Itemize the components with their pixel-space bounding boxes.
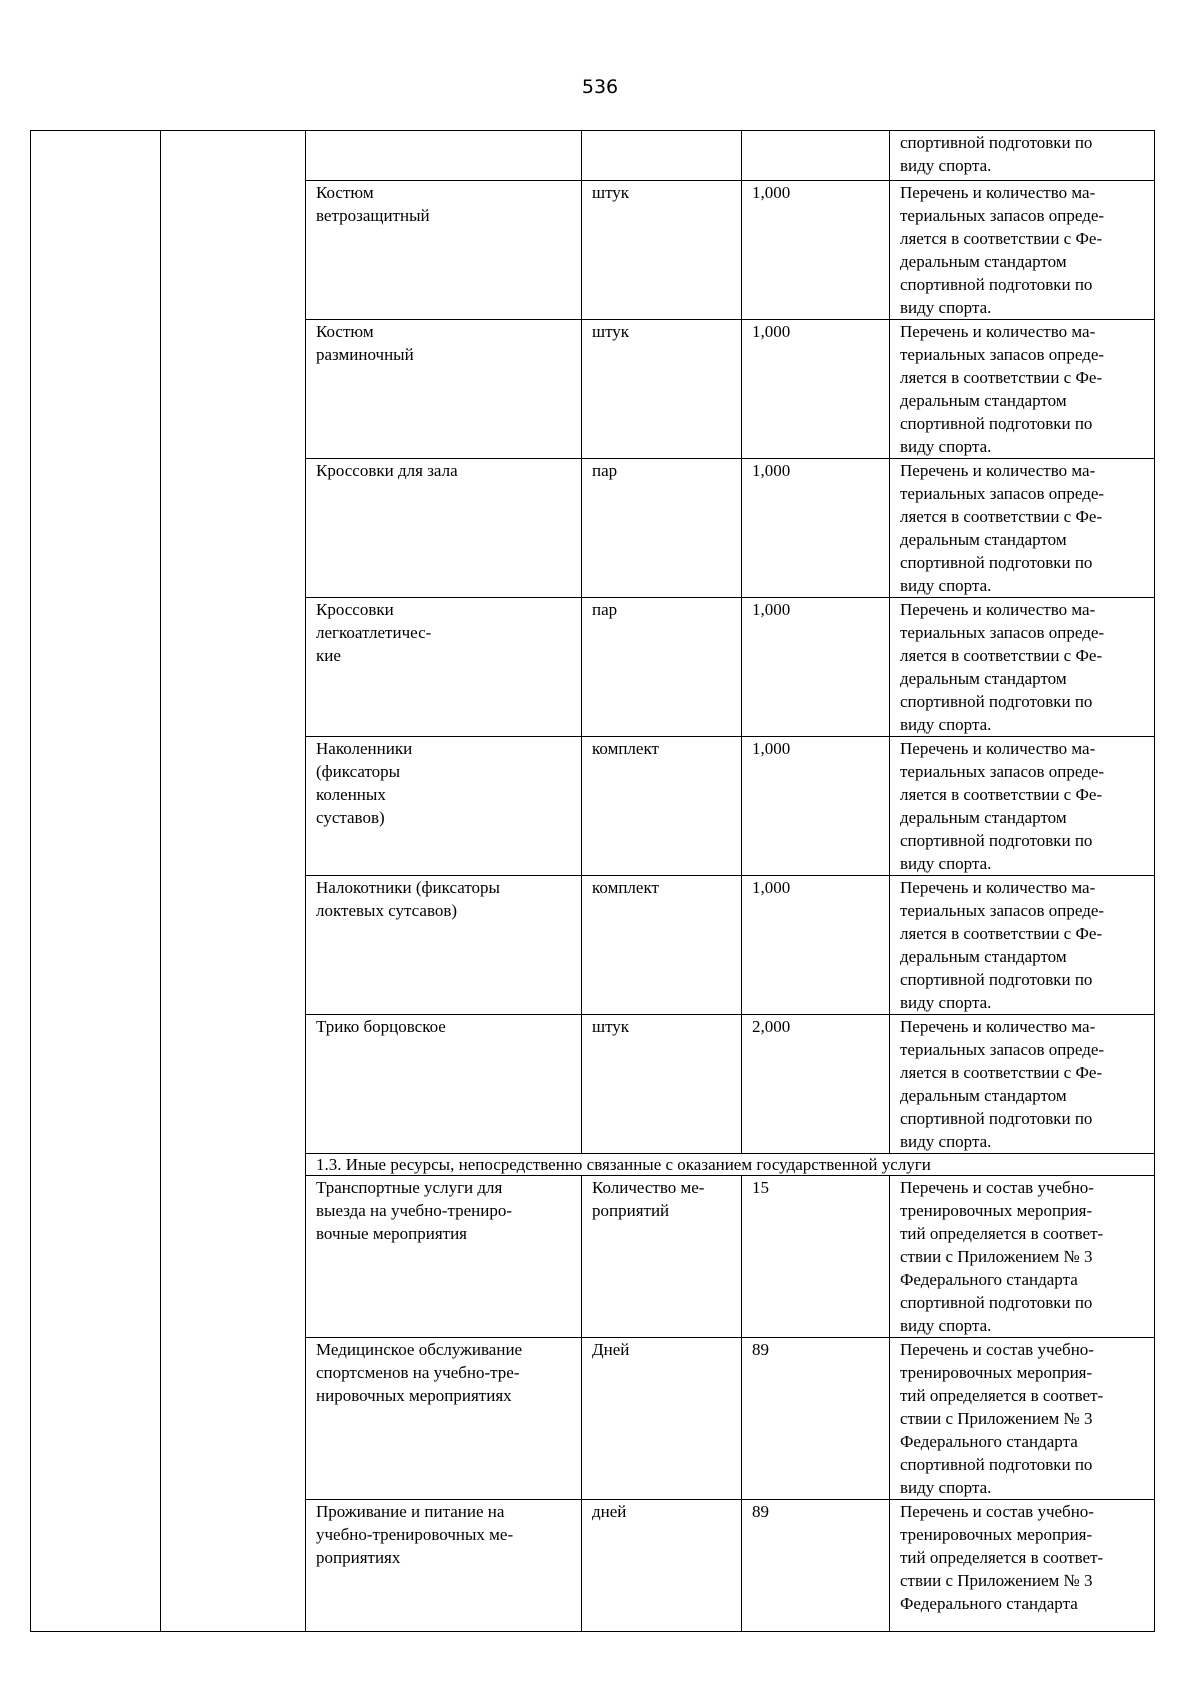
empty-column-1 — [31, 131, 161, 1632]
requirement-note: Перечень и состав учебно- тренировочных мероприя- тий определяется в соответ- ствии с Приложением № 3 Федерального стандарта спортивной подготовки по виду спорта. — [900, 1340, 1104, 1497]
quantity: 89 — [752, 1340, 769, 1359]
requirement-note: Перечень и состав учебно- тренировочных мероприя- тий определяется в соответ- ствии с Приложением № 3 Федерального стандарта спортивной подготовки по виду спорта. — [900, 1178, 1104, 1335]
resource-name: Кроссовки легкоатлетичес- кие — [316, 600, 432, 665]
resource-name: Кроссовки для зала — [316, 461, 458, 480]
requirement-note: спортивной подготовки по виду спорта. — [900, 133, 1093, 175]
requirement-note: Перечень и количество ма- териальных запасов опреде- ляется в соответствии с Фе- деральным стандартом спортивной подготовки по виду спорта. — [900, 600, 1105, 734]
table-row-continuation — [31, 131, 1155, 181]
unit-of-measure: Дней — [592, 1340, 630, 1359]
empty-column-2 — [161, 131, 306, 1632]
resource-name: Налокотники (фиксаторы локтевых сутсавов) — [316, 878, 500, 920]
resource-name: Костюм ветрозащитный — [316, 183, 430, 225]
resource-name: Наколенники (фиксаторы коленных суставов) — [316, 739, 413, 827]
section-heading: 1.3. Иные ресурсы, непосредственно связанные с оказанием государственной услуги — [306, 1154, 1155, 1176]
resource-name: Медицинское обслуживание спортсменов на учебно-тре- нировочных мероприятиях — [316, 1340, 523, 1405]
resource-name: Костюм разминочный — [316, 322, 414, 364]
unit-of-measure: дней — [592, 1502, 627, 1521]
resource-name: Транспортные услуги для выезда на учебно-трениро- вочные мероприятия — [316, 1178, 512, 1243]
unit-of-measure: пар — [592, 461, 618, 480]
quantity: 1,000 — [752, 461, 791, 480]
unit-of-measure: штук — [592, 1017, 630, 1036]
quantity: 1,000 — [752, 739, 791, 758]
quantity: 89 — [752, 1502, 769, 1521]
unit-of-measure: штук — [592, 183, 630, 202]
requirement-note: Перечень и количество ма- териальных запасов опреде- ляется в соответствии с Фе- деральным стандартом спортивной подготовки по виду спорта. — [900, 739, 1105, 873]
quantity: 1,000 — [752, 183, 791, 202]
quantity: 2,000 — [752, 1017, 791, 1036]
unit-of-measure: Количество ме- роприятий — [592, 1178, 705, 1220]
requirement-note: Перечень и количество ма- териальных запасов опреде- ляется в соответствии с Фе- деральным стандартом спортивной подготовки по виду спорта. — [900, 183, 1105, 317]
unit-of-measure: комплект — [592, 739, 659, 758]
requirement-note: Перечень и количество ма- териальных запасов опреде- ляется в соответствии с Фе- деральным стандартом спортивной подготовки по виду спорта. — [900, 1017, 1105, 1151]
resource-name: Трико борцовское — [316, 1017, 446, 1036]
quantity: 1,000 — [752, 878, 791, 897]
page-number: 536 — [581, 76, 619, 98]
unit-of-measure: комплект — [592, 878, 659, 897]
quantity: 15 — [752, 1178, 769, 1197]
requirement-note: Перечень и количество ма- териальных запасов опреде- ляется в соответствии с Фе- деральным стандартом спортивной подготовки по виду спорта. — [900, 461, 1105, 595]
requirement-note: Перечень и количество ма- териальных запасов опреде- ляется в соответствии с Фе- деральным стандартом спортивной подготовки по виду спорта. — [900, 878, 1105, 1012]
quantity: 1,000 — [752, 600, 791, 619]
resources-table — [30, 130, 1155, 1632]
resource-name: Проживание и питание на учебно-тренировочных ме- роприятиях — [316, 1502, 514, 1567]
quantity: 1,000 — [752, 322, 791, 341]
requirement-note: Перечень и состав учебно- тренировочных мероприя- тий определяется в соответ- ствии с Приложением № 3 Федерального стандарта — [900, 1502, 1104, 1613]
requirement-note: Перечень и количество ма- териальных запасов опреде- ляется в соответствии с Фе- деральным стандартом спортивной подготовки по виду спорта. — [900, 322, 1105, 456]
unit-of-measure: пар — [592, 600, 618, 619]
unit-of-measure: штук — [592, 322, 630, 341]
